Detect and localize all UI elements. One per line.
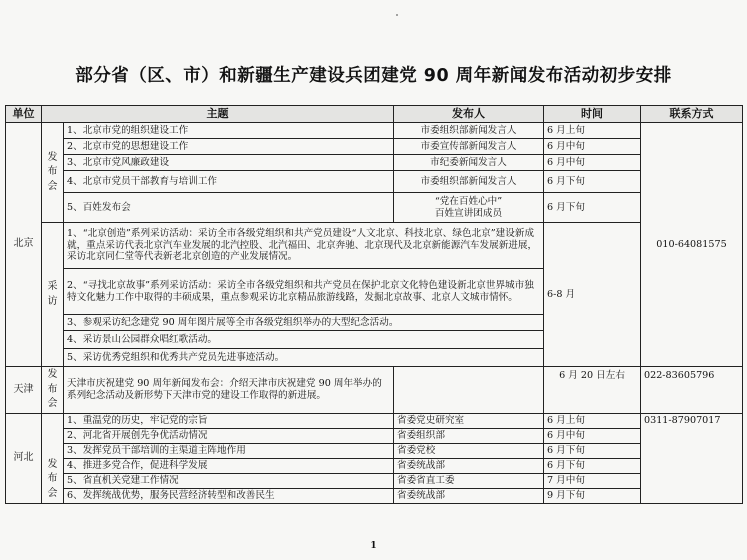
type-label-hebei: 发 布 会 xyxy=(42,414,64,504)
publisher-line: 百姓宣讲团成员 xyxy=(434,207,503,219)
topic-cell: 5、采访优秀党组织和优秀共产党员先进事迹活动。 xyxy=(64,349,544,367)
time-cell: 6 月下旬 xyxy=(544,459,641,474)
time-cell: 6 月下旬 xyxy=(544,193,641,223)
type-label-beijing-interview: 采 访 xyxy=(42,223,64,367)
time-cell: 6 月中旬 xyxy=(544,139,641,155)
table-row xyxy=(6,139,743,155)
table-row xyxy=(6,123,743,139)
table-row xyxy=(6,444,743,459)
publisher-cell: 市委组织部新闻发言人 xyxy=(394,123,544,139)
page-title: 部分省（区、市）和新疆生产建设兵团建党 90 周年新闻发布活动初步安排 xyxy=(75,66,672,86)
time-cell: 6 月中旬 xyxy=(544,155,641,171)
header-row xyxy=(6,106,743,123)
table-row xyxy=(6,367,743,414)
type-label-tianjin: 发 布 会 xyxy=(42,367,64,414)
time-cell-interview: 6-8 月 xyxy=(544,223,641,367)
table-row xyxy=(6,193,743,223)
table-row xyxy=(6,223,743,269)
topic-cell: 3、参观采访纪念建党 90 周年图片展等全市各级党组织举办的大型纪念活动。 xyxy=(64,315,544,331)
page-number: 1 xyxy=(370,541,377,551)
table-row xyxy=(6,489,743,504)
publisher-cell: 省委统战部 xyxy=(394,489,544,504)
table-row xyxy=(6,414,743,429)
topic-cell: 5、省直机关党建工作情况 xyxy=(64,474,394,489)
unit-cell-hebei: 河北 xyxy=(6,414,42,504)
table-row xyxy=(6,429,743,444)
topic-cell: 5、百姓发布会 xyxy=(64,193,394,223)
topic-cell: 1、“北京创造”系列采访活动：采访全市各级党组织和共产党员建设“人文北京、科技北京、绿色北京”建设新成就，重点采访代表北京汽车业发展的北汽控股、北汽福田、北京奔驰、北京现代及北京新能源汽车发展新进展，采访北京同仁堂等代表新老北京创造的产业发展情况。 xyxy=(64,223,544,269)
header-time: 时间 xyxy=(544,106,641,123)
time-cell: 7 月中旬 xyxy=(544,474,641,489)
time-cell: 6 月上旬 xyxy=(544,123,641,139)
topic-cell: 2、河北省开展创先争优活动情况 xyxy=(64,429,394,444)
publisher-cell: 市委宣传部新闻发言人 xyxy=(394,139,544,155)
table-row xyxy=(6,459,743,474)
type-label-beijing-press: 发 布 会 xyxy=(42,123,64,223)
topic-cell: 2、“寻找北京故事”系列采访活动：采访全市各级党组织和共产党员在保护北京文化特色建设新北京世界城市独特文化魅力工作中取得的丰硕成果，重点参观采访北京精品旅游线路，发掘北京故事、北京人文城市情怀。 xyxy=(64,269,544,315)
publisher-cell: 市委组织部新闻发言人 xyxy=(394,171,544,193)
publisher-cell: 省委组织部 xyxy=(394,429,544,444)
publisher-cell: 省委党史研究室 xyxy=(394,414,544,429)
publisher-cell xyxy=(394,367,544,414)
time-cell: 9 月下旬 xyxy=(544,489,641,504)
header-contact: 联系方式 xyxy=(641,106,743,123)
unit-cell-beijing: 北京 xyxy=(6,123,42,367)
topic-cell: 天津市庆祝建党 90 周年新闻发布会：介绍天津市庆祝建党 90 周年举办的系列纪念活动及新形势下天津市党的建设工作取得的新进展。 xyxy=(64,367,394,414)
publisher-cell: 省委党校 xyxy=(394,444,544,459)
table-row xyxy=(6,171,743,193)
publisher-line: “党在百姓心中” xyxy=(434,195,503,207)
topic-cell: 4、采访景山公园群众唱红歌活动。 xyxy=(64,331,544,349)
header-topic: 主题 xyxy=(42,106,394,123)
topic-cell: 4、北京市党员干部教育与培训工作 xyxy=(64,171,394,193)
publisher-cell xyxy=(394,193,544,223)
contact-cell-beijing: 010-64081575 xyxy=(641,123,743,367)
contact-cell-tianjin: 022-83605796 xyxy=(641,367,743,414)
scan-speck xyxy=(396,14,398,16)
topic-cell: 2、北京市党的思想建设工作 xyxy=(64,139,394,155)
topic-cell: 6、发挥统战优势，服务民营经济转型和改善民生 xyxy=(64,489,394,504)
time-cell: 6 月下旬 xyxy=(544,171,641,193)
table-row xyxy=(6,155,743,171)
publisher-cell: 省委统战部 xyxy=(394,459,544,474)
time-cell: 6 月 20 日左右 xyxy=(544,367,641,414)
schedule-table xyxy=(5,105,743,504)
time-cell: 6 月中旬 xyxy=(544,429,641,444)
table-row xyxy=(6,474,743,489)
header-unit: 单位 xyxy=(6,106,42,123)
contact-cell-hebei: 0311-87907017 xyxy=(641,414,743,504)
time-cell: 6 月下旬 xyxy=(544,444,641,459)
time-cell: 6 月上旬 xyxy=(544,414,641,429)
unit-cell-tianjin: 天津 xyxy=(6,367,42,414)
publisher-cell: 省委省直工委 xyxy=(394,474,544,489)
header-publisher: 发布人 xyxy=(394,106,544,123)
topic-cell: 3、北京市党风廉政建设 xyxy=(64,155,394,171)
publisher-cell: 市纪委新闻发言人 xyxy=(394,155,544,171)
topic-cell: 1、重温党的历史，牢记党的宗旨 xyxy=(64,414,394,429)
topic-cell: 3、发挥党员干部培训的主渠道主阵地作用 xyxy=(64,444,394,459)
topic-cell: 4、推进多党合作，促进科学发展 xyxy=(64,459,394,474)
topic-cell: 1、北京市党的组织建设工作 xyxy=(64,123,394,139)
